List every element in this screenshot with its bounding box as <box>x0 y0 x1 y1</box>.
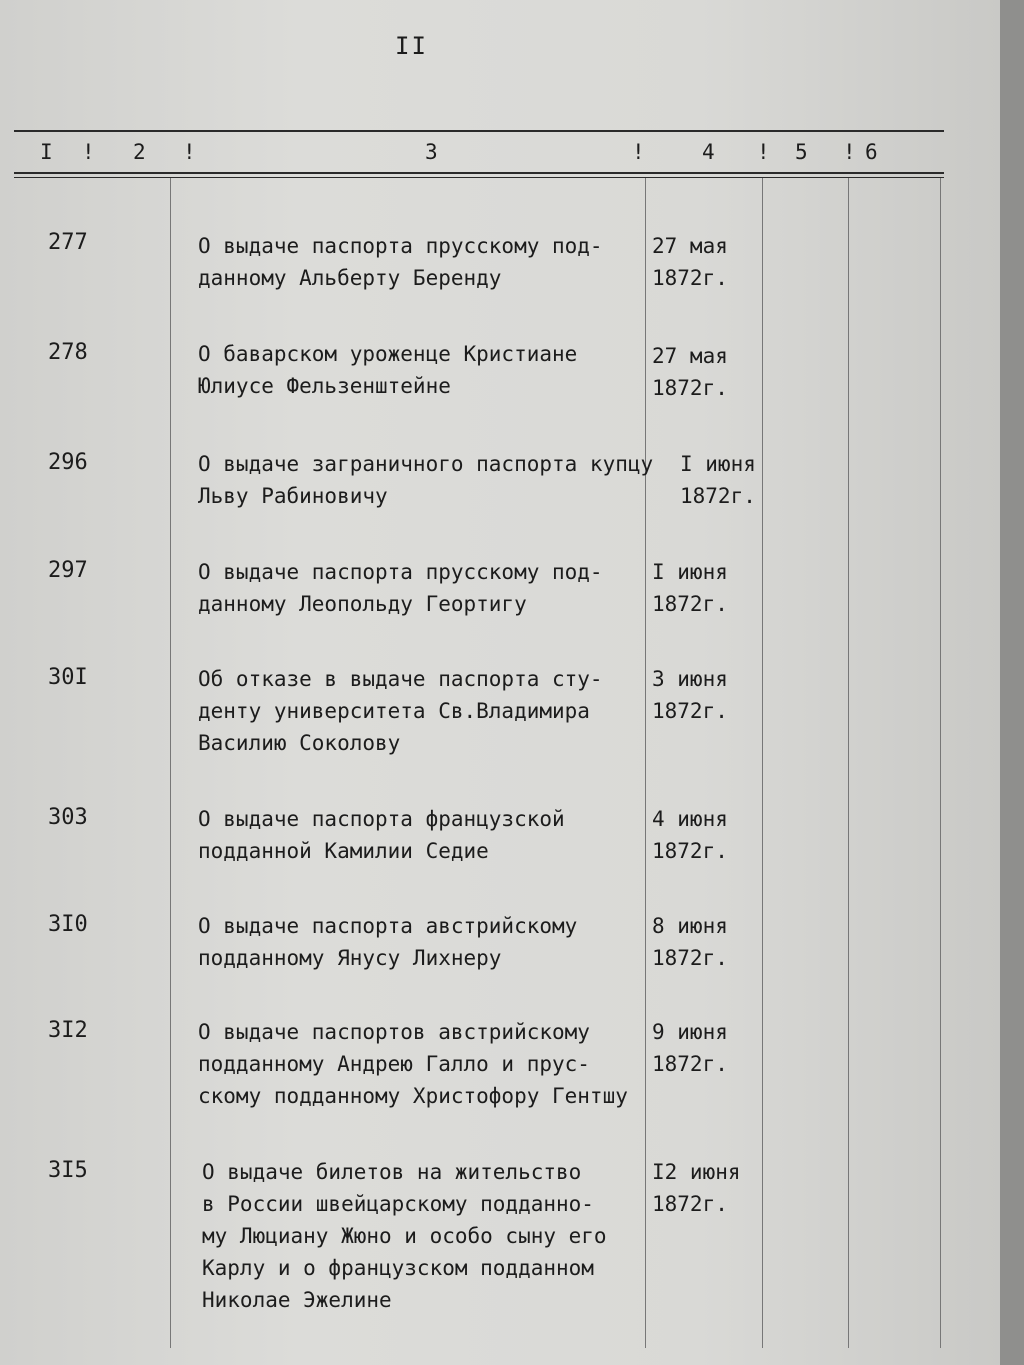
column-line <box>645 178 646 1348</box>
entry-date <box>652 1016 728 1080</box>
entry-date-day: 8 июня <box>652 914 728 938</box>
entry-title <box>198 448 653 512</box>
column-header-6: 6 <box>865 140 878 164</box>
entry-title-line: Василию Соколову <box>198 731 401 755</box>
column-line <box>170 178 171 1348</box>
entry-date-year: 1872г. <box>652 1192 728 1216</box>
header-bottom-rule <box>14 172 944 174</box>
entry-date-year: 1872г. <box>652 699 728 723</box>
header-top-rule <box>14 130 944 132</box>
entry-date <box>652 910 728 974</box>
entry-title-line: Льву Рабиновичу <box>198 484 388 508</box>
column-separator: ! <box>757 140 770 164</box>
entry-title-line: подданному Янусу Лихнеру <box>198 946 502 970</box>
entry-title <box>198 803 565 867</box>
entry-title-line: О выдаче паспорта прусскому под- <box>198 560 603 584</box>
entry-date-day: 4 июня <box>652 807 728 831</box>
entry-title-line: данному Леопольду Геортигу <box>198 592 527 616</box>
entry-number: 297 <box>48 558 88 583</box>
column-header-5: 5 <box>795 140 808 164</box>
entry-number: 3I0 <box>48 912 88 937</box>
entry-title-line: О выдаче паспорта французской <box>198 807 565 831</box>
entry-title <box>198 338 577 402</box>
entry-date <box>652 803 728 867</box>
entry-title-line: в России швейцарскому подданно- <box>202 1192 594 1216</box>
column-separator: ! <box>183 140 196 164</box>
header-bottom-rule-2 <box>14 177 944 178</box>
entry-title-line: денту университета Св.Владимира <box>198 699 590 723</box>
entry-title-line: О выдаче билетов на жительство <box>202 1160 582 1184</box>
entry-title-line: подданной Камилии Седие <box>198 839 489 863</box>
entry-title-line: Юлиусе Фельзенштейне <box>198 374 451 398</box>
entry-title-line: О выдаче паспорта прусскому под- <box>198 234 603 258</box>
entry-number: 3I2 <box>48 1018 88 1043</box>
entry-date <box>680 448 756 512</box>
column-line <box>848 178 849 1348</box>
column-header-4: 4 <box>702 140 715 164</box>
entry-title-line: Николае Эжелине <box>202 1288 392 1312</box>
entry-title <box>198 230 603 294</box>
entry-date <box>652 663 728 727</box>
entry-title <box>198 556 603 620</box>
entry-title-line: О баварском уроженце Кристиане <box>198 342 578 366</box>
entry-title-line: данному Альберту Беренду <box>198 266 502 290</box>
entry-title-line: О выдаче паспорта австрийскому <box>198 914 578 938</box>
entry-date-day: 27 мая <box>652 344 728 368</box>
column-line <box>940 178 941 1348</box>
entry-date <box>652 1156 741 1220</box>
entry-number: 277 <box>48 230 88 255</box>
entry-date-year: 1872г. <box>680 484 756 508</box>
entry-title-line: му Люциану Жюно и особо сыну его <box>202 1224 607 1248</box>
column-separator: ! <box>843 140 856 164</box>
column-header-3: 3 <box>425 140 438 164</box>
column-separator: ! <box>82 140 95 164</box>
column-line <box>762 178 763 1348</box>
entry-title <box>198 663 603 759</box>
entry-date-year: 1872г. <box>652 839 728 863</box>
page-number: II <box>395 32 428 60</box>
entry-number: 296 <box>48 450 88 475</box>
entry-date-day: 27 мая <box>652 234 728 258</box>
entry-date-year: 1872г. <box>652 266 728 290</box>
entry-date-day: I июня <box>680 452 756 476</box>
entry-title-line: О выдаче заграничного паспорта купцу <box>198 452 654 476</box>
entry-date-year: 1872г. <box>652 946 728 970</box>
entry-date-day: 3 июня <box>652 667 728 691</box>
column-header-2: 2 <box>133 140 146 164</box>
entry-number: 278 <box>48 340 88 365</box>
entry-title <box>198 910 577 974</box>
entry-date <box>652 340 728 404</box>
entry-date-day: I июня <box>652 560 728 584</box>
entry-date <box>652 230 728 294</box>
entry-number: 3I5 <box>48 1158 88 1183</box>
entry-title-line: скому подданному Христофору Гентшу <box>198 1084 628 1108</box>
entry-title-line: О выдаче паспортов австрийскому <box>198 1020 590 1044</box>
entry-date-day: 9 июня <box>652 1020 728 1044</box>
entry-number: 303 <box>48 805 88 830</box>
entry-date-day: I2 июня <box>652 1160 741 1184</box>
entry-date-year: 1872г. <box>652 1052 728 1076</box>
entry-title <box>202 1156 607 1316</box>
entry-title <box>198 1016 628 1112</box>
column-separator: ! <box>632 140 645 164</box>
entry-date-year: 1872г. <box>652 376 728 400</box>
entry-number: 30I <box>48 665 88 690</box>
entry-title-line: подданному Андрею Галло и прус- <box>198 1052 590 1076</box>
entry-title-line: Об отказе в выдаче паспорта сту- <box>198 667 603 691</box>
entry-date <box>652 556 728 620</box>
column-header-1: I <box>40 140 53 164</box>
entry-title-line: Карлу и о французском подданном <box>202 1256 594 1280</box>
entry-date-year: 1872г. <box>652 592 728 616</box>
